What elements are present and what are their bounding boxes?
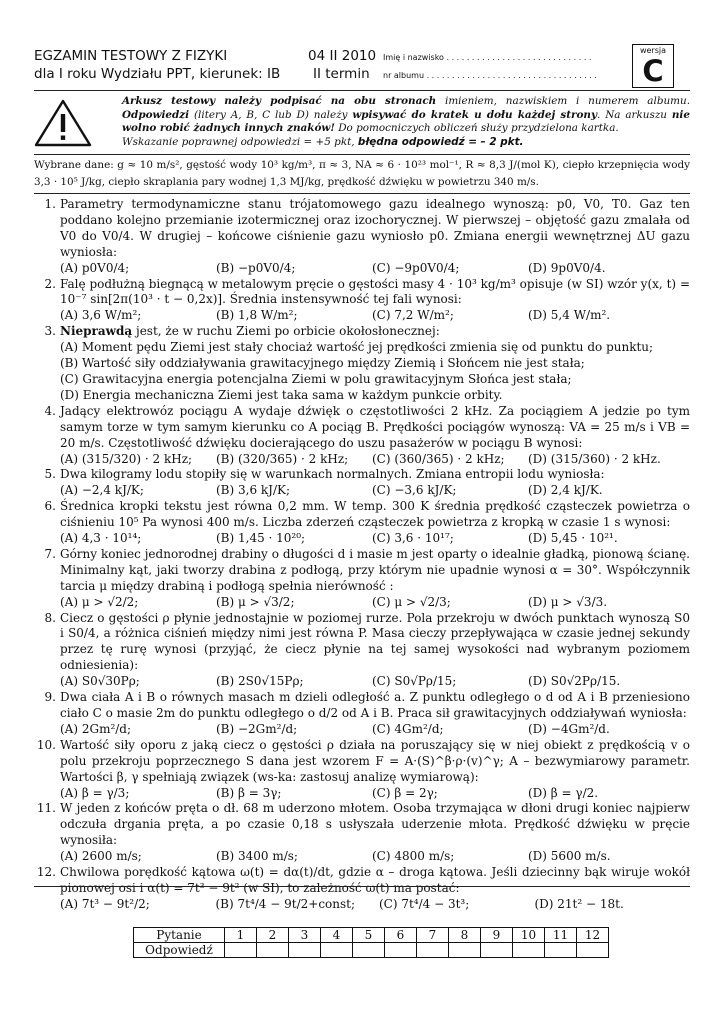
question-number: 12. <box>36 865 56 880</box>
answer-option-b: (B) −2Gm²/d; <box>216 721 298 736</box>
answer-box-1[interactable] <box>225 943 257 958</box>
question-number: 7. <box>44 546 56 561</box>
answer-option-c: (C) β = 2γ; <box>372 785 438 800</box>
answer-option-a: (A) β = γ/3; <box>60 785 130 800</box>
instruction-text: imieniem, nazwiskiem i numerem albumu. <box>436 95 691 107</box>
answer-option-d: (D) 21t² − 18t. <box>534 896 624 911</box>
answer-option-c: (C) S0√Pρ/15; <box>372 674 457 689</box>
answer-option-a: (A) 7t³ − 9t²/2; <box>60 896 150 911</box>
question-number-cell: 12 <box>577 928 609 943</box>
answer-option-a: (A) 4,3 · 10¹⁴; <box>60 531 142 546</box>
exam-date: 04 II 2010 <box>308 48 377 64</box>
warning-icon <box>34 98 92 148</box>
instruction-text: Do pomocniczych obliczeń służy przydzielona kartka. <box>334 122 619 135</box>
answer-options <box>60 786 690 802</box>
answer-option-a: (A) 2Gm²/d; <box>60 721 132 736</box>
question-number-cell: 5 <box>353 928 385 943</box>
answer-option-c: (C) μ > √2/3; <box>372 594 451 609</box>
answer-option-b: (B) μ > √3/2; <box>216 594 295 609</box>
instruction-text: (litery A, B, C lub D) należy <box>189 108 353 121</box>
answer-options <box>60 308 690 324</box>
answer-option-a: (A) Moment pędu Ziemi jest stały chociaż wartość jej prędkości zmienia się od punktu do punktu; <box>60 340 654 355</box>
question-number-cell: 2 <box>257 928 289 943</box>
exam-instructions <box>122 95 690 149</box>
question-text: Chwilowa porędkość kątowa ω(t) = dα(t)/dt, gdzie α – droga kątowa. Jeśli dziecinny bąk wiruje wokół pionowej osi i α(t) = 7t³ − 9t² (w SI), to zależność ω(t) ma postać: <box>60 865 690 895</box>
question-1 <box>34 197 690 277</box>
answer-option-b: (B) β = 3γ; <box>216 785 282 800</box>
divider <box>34 90 690 91</box>
name-label: Imię i nazwisko <box>383 53 444 62</box>
answer-options <box>60 674 690 690</box>
question-2 <box>34 277 690 325</box>
question-number-cell: 6 <box>385 928 417 943</box>
instruction-no-marks: nie wolno robić żadnych innych znaków! <box>122 108 690 135</box>
question-10 <box>34 738 690 802</box>
question-number: 9. <box>44 690 56 705</box>
name-field[interactable]: Imię i nazwisko . . . . . . . . . . . . . . . . . . . . . . . . . . . . . <box>383 53 592 62</box>
answer-box-7[interactable] <box>417 943 449 958</box>
scoring-rule: Wskazanie poprawnej odpowiedzi = +5 pkt, <box>122 135 358 148</box>
answer-option-b: (B) 2S0√15Pρ; <box>216 674 304 689</box>
answer-table-question-row <box>134 928 609 943</box>
answer-row-label: Odpowiedź <box>134 943 225 958</box>
answer-options <box>60 722 690 738</box>
answer-option-a: (A) 3,6 W/m²; <box>60 308 142 323</box>
answer-option-c: (C) −9p0V0/4; <box>372 260 460 275</box>
answer-option-d: (D) β = γ/2. <box>528 785 599 800</box>
answer-option-d: (D) S0√2Pρ/15. <box>528 674 621 689</box>
exam-subtitle: dla I roku Wydziału PPT, kierunek: IB <box>34 66 281 82</box>
question-number: 4. <box>44 403 56 418</box>
answer-options <box>60 531 690 547</box>
question-number-cell: 3 <box>289 928 321 943</box>
instruction-answer-boxes: wpisywać do kratek u dołu każdej strony <box>352 108 598 121</box>
answer-option-b: (B) (320/365) · 2 kHz; <box>216 451 349 466</box>
answer-option-a: (A) μ > √2/2; <box>60 594 139 609</box>
answer-option-b: (B) 3,6 kJ/K; <box>216 483 291 498</box>
answer-option-c: (C) 4Gm²/d; <box>372 721 444 736</box>
answer-option-a: (A) (315/320) · 2 kHz; <box>60 451 193 466</box>
answer-options <box>60 897 690 913</box>
question-number-cell: 8 <box>449 928 481 943</box>
question-4 <box>34 404 690 468</box>
question-list <box>34 197 690 913</box>
version-box <box>632 44 674 88</box>
answer-options <box>60 452 690 468</box>
exam-header <box>0 0 725 90</box>
answer-option-d: (D) (315/360) · 2 kHz. <box>528 451 661 466</box>
answer-option-b: (B) Wartość siły oddziaływania grawitacyjnego między Ziemią i Słońcem nie jest stała; <box>60 356 585 371</box>
answer-options <box>60 483 690 499</box>
question-text: Jadący elektrowóz pociągu A wydaje dźwięk o częstotliwości 2 kHz. Za pociągiem A jedzie po tym samym torze w tym samym kierunku co A pociąg B. Prędkości pociągów wynoszą: VA = 25 m/s i VB = 20 m/s. Częstotliwość dźwięku docierającego do uszu pasażerów w pociągu B wynosi: <box>60 403 690 450</box>
version-label: wersja <box>639 46 667 55</box>
answer-box-12[interactable] <box>577 943 609 958</box>
question-6 <box>34 499 690 547</box>
question-number: 10. <box>36 737 56 752</box>
question-12 <box>34 865 690 913</box>
answer-option-a: (A) 2600 m/s; <box>60 849 142 864</box>
question-7 <box>34 547 690 611</box>
answer-option-c: (C) −3,6 kJ/K; <box>372 483 457 498</box>
answer-box-5[interactable] <box>353 943 385 958</box>
penalty-rule: błędna odpowiedź = – 2 pkt. <box>357 135 524 148</box>
question-11 <box>34 801 690 865</box>
question-text: Falę podłużną biegnącą w metalowym pręcie o gęstości masy 4 · 10³ kg/m³ opisuje (w SI) wzór y(x, t) = 10⁻⁷ sin[2π(10³ · t − 0,2x)]. Średnia instensywność tej fali wynosi: <box>60 276 690 307</box>
exam-title: EGZAMIN TESTOWY Z FIZYKI <box>34 48 228 64</box>
question-emphasis: Nieprawdą <box>60 324 133 339</box>
question-text: Dwa ciała A i B o równych masach m dzieli odległość a. Z punktu odległego o d od A i B przeniesiono ciało C o masie 2m do punktu odległego o d/2 od A i B. Praca sił grawitacyjnych oddziaływań wyniosła: <box>60 690 690 720</box>
answer-box-11[interactable] <box>545 943 577 958</box>
question-number: 6. <box>44 499 56 514</box>
version-letter: C <box>642 54 664 88</box>
question-text: Wartość siły oporu z jaką ciecz o gęstości ρ działa na poruszający się w niej obiekt z prędkością v o polu przekroju poprzecznego S dana jest wzorem F = A·(S)^β·ρ·(v)^γ; A – bezwymiarowy parametr. Wartości β, γ spełniają związek (ws-ka: zastosuj analizę wymiarową): <box>60 737 690 784</box>
answer-option-d: (D) 9p0V0/4. <box>528 260 606 275</box>
question-number: 11. <box>36 801 56 816</box>
answer-option-d: (D) −4Gm²/d. <box>528 721 610 736</box>
answer-table <box>133 927 609 958</box>
answer-options <box>60 261 690 277</box>
answer-options <box>60 595 690 611</box>
answer-option-c: (C) (360/365) · 2 kHz; <box>372 451 505 466</box>
answer-option-b: (B) 3400 m/s; <box>216 849 298 864</box>
answer-option-c: (C) 7t⁴/4 − 3t³; <box>378 896 470 911</box>
album-label: nr albumu <box>383 71 425 80</box>
question-8 <box>34 611 690 691</box>
answer-option-d: (D) Energia mechaniczna Ziemi jest taka sama w każdym punkcie orbity. <box>60 387 503 402</box>
question-text: Parametry termodynamiczne stanu trójatomowego gazu idealnego wynoszą: p0, V0, T0. Gaz ten poddano kolejno przemianie izotermicznej oraz izochorycznej. W pierwszej – objętość gazu zmalała od V0 do V0/4. W drugiej – końcowe ciśnienie gazu wyniosło p0. Zmiana energii wewnętrznej ΔU gazu wyniosła: <box>60 197 690 259</box>
question-number-cell: 4 <box>321 928 353 943</box>
divider <box>34 193 690 194</box>
divider <box>34 886 690 887</box>
answer-box-10[interactable] <box>513 943 545 958</box>
question-text: Ciecz o gęstości ρ płynie jednostajnie w poziomej rurze. Pola przekroju w dwóch punktach wynoszą S0 i S0/4, a różnica ciśnień między nimi jest równa P. Masa cieczy przepływająca w czasie jednej sekundy przez tę rurę wynosi (przyjąć, że ciecz płynie na tej samej wysokości nad wybranym poziomem odniesienia): <box>60 610 690 673</box>
answer-box-8[interactable] <box>449 943 481 958</box>
question-number: 1. <box>44 197 56 211</box>
answer-option-d: (D) 2,4 kJ/K. <box>528 483 603 498</box>
instruction-sign: Arkusz testowy należy podpisać na obu stronach <box>122 95 437 107</box>
answer-option-c: (C) Grawitacyjna energia potencjalna Ziemi w polu grawitacyjnym Słońca jest stała; <box>60 371 572 386</box>
question-row-label: Pytanie <box>134 928 225 943</box>
answer-box-9[interactable] <box>481 943 513 958</box>
question-3 <box>34 324 690 404</box>
given-data: Wybrane dane: g ≈ 10 m/s², gęstość wody 10³ kg/m³, π ≈ 3, NA ≈ 6 · 10²³ mol⁻¹, R ≈ 8,3 J/(mol K), ciepło krzepnięcia wody 3,3 · 10⁵ J/kg, ciepło skraplania pary wodnej 1,3 MJ/kg, prędkość dźwięku w powietrzu 340 m/s. <box>34 159 690 188</box>
question-number-cell: 7 <box>417 928 449 943</box>
answer-option-b: (B) 1,8 W/m²; <box>216 308 298 323</box>
answer-box-4[interactable] <box>321 943 353 958</box>
instruction-text: . Na arkuszu <box>597 108 667 121</box>
answer-option-a: (A) S0√30Pρ; <box>60 674 140 689</box>
question-number: 3. <box>44 324 56 339</box>
answer-option-b: (B) 1,45 · 10²⁰; <box>216 531 306 546</box>
instruction-answers: Odpowiedzi <box>122 108 190 121</box>
question-number: 8. <box>44 610 56 625</box>
question-text: Górny koniec jednorodnej drabiny o długości d i masie m jest oparty o idealnie gładką, pionową ścianę. Minimalny kąt, jaki tworzy drabina z podłogą, przy którym nie upadnie wynosi α = 30°. Współczynnik tarcia μ między drabiną i podłogą spełnia nierówność : <box>60 546 690 593</box>
answer-option-d: (D) 5600 m/s. <box>528 849 611 864</box>
answer-box-2[interactable] <box>257 943 289 958</box>
answer-option-a: (A) −2,4 kJ/K; <box>60 483 144 498</box>
answer-options <box>60 849 690 865</box>
answer-option-c: (C) 7,2 W/m²; <box>372 308 454 323</box>
question-text: Średnica kropki tekstu jest równa 0,2 mm. W temp. 300 K średnia prędkość cząsteczek powietrza o ciśnieniu 10⁵ Pa wynosi 400 m/s. Liczba zderzeń cząsteczek powietrza z kropką w czasie 1 s wynosi: <box>60 499 690 530</box>
question-text: Nieprawdą jest, że w ruchu Ziemi po orbicie okołosłonecznej: <box>60 324 440 339</box>
answer-option-b: (B) −p0V0/4; <box>216 260 296 275</box>
answer-table-answer-row <box>134 943 609 958</box>
album-field[interactable]: nr albumu . . . . . . . . . . . . . . . . . . . . . . . . . . . . . . . . . . <box>383 71 597 80</box>
answer-option-d: (D) 5,4 W/m². <box>528 308 611 323</box>
answer-option-a: (A) p0V0/4; <box>60 260 130 275</box>
answer-box-3[interactable] <box>289 943 321 958</box>
question-text: W jeden z końców pręta o dł. 68 m uderzono młotem. Osoba trzymająca w dłoni drugi koniec najpierw odczuła drgania pręta, a po czasie 0,18 s usłyszała uderzenie młota. Prędkość dźwięku w pręcie wynosiła: <box>60 801 690 848</box>
question-text: Dwa kilogramy lodu stopiły się w warunkach normalnych. Zmiana entropii lodu wyniosła: <box>60 467 605 482</box>
question-number-cell: 11 <box>545 928 577 943</box>
exam-term: II termin <box>313 66 370 82</box>
question-number-cell: 10 <box>513 928 545 943</box>
question-number: 2. <box>44 276 56 291</box>
answer-option-c: (C) 4800 m/s; <box>372 849 455 864</box>
answer-box-6[interactable] <box>385 943 417 958</box>
divider <box>34 154 690 155</box>
answer-option-b: (B) 7t⁴/4 − 9t/2+const; <box>215 896 356 911</box>
question-number: 5. <box>44 467 56 482</box>
question-5 <box>34 467 690 499</box>
question-number-cell: 9 <box>481 928 513 943</box>
question-number-cell: 1 <box>225 928 257 943</box>
answer-option-d: (D) μ > √3/3. <box>528 594 608 609</box>
answer-option-c: (C) 3,6 · 10¹⁷; <box>372 531 454 546</box>
answer-option-d: (D) 5,45 · 10²¹. <box>528 531 618 546</box>
question-9 <box>34 690 690 738</box>
